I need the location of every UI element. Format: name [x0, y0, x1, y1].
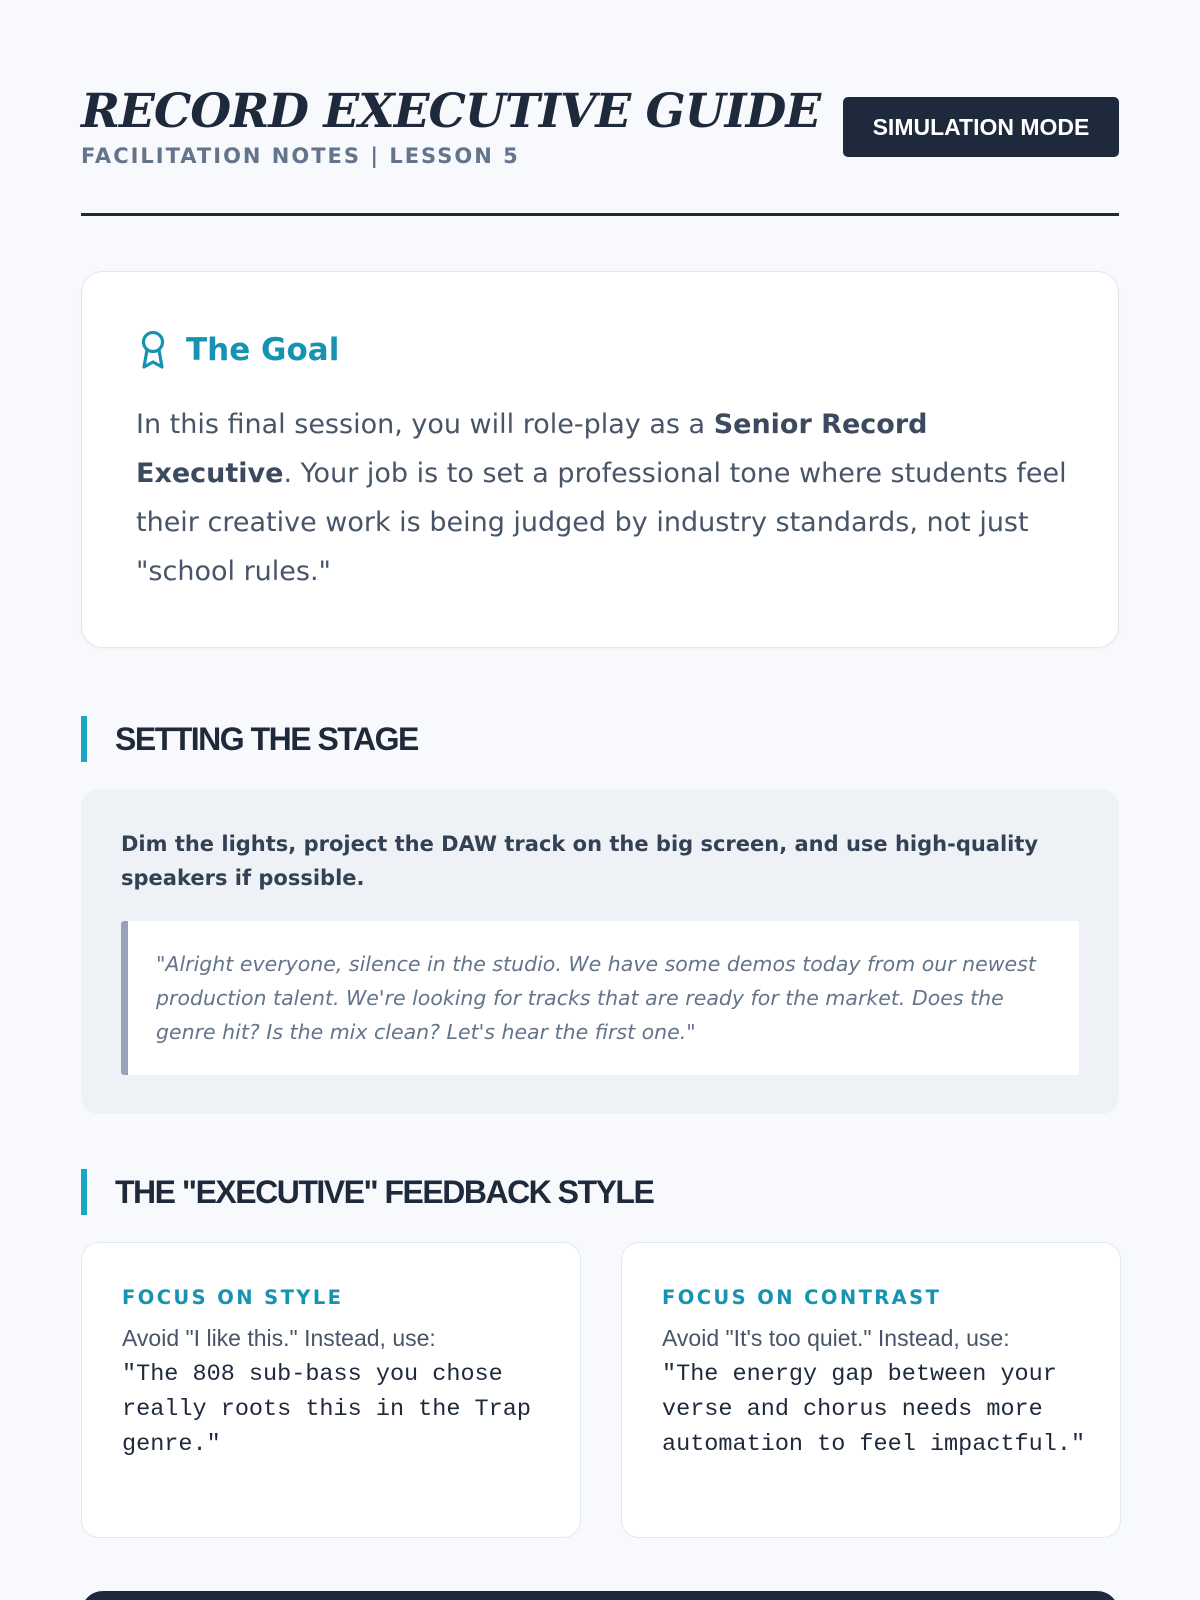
section-title: THE "EXECUTIVE" FEEDBACK STYLE: [115, 1173, 654, 1210]
page-title: RECORD EXECUTIVE GUIDE: [81, 84, 821, 139]
stage-instruction: Dim the lights, project the DAW track on the big screen, and use high-quality speakers if possible.: [121, 832, 1039, 890]
card-label: FOCUS ON STYLE: [122, 1286, 344, 1309]
award-ribbon-icon: [138, 330, 168, 370]
goal-title: The Goal: [186, 332, 340, 368]
goal-description: [136, 400, 1074, 596]
script-quote: "Alright everyone, silence in the studio. We have some demos today from our newest production talent. We're looking for tracks that are ready for the market. Does the genre hit? Is the mix clean? Let's hear the first one.": [121, 921, 1079, 1075]
card-label: FOCUS ON CONTRAST: [662, 1286, 942, 1309]
feedback-card-style: [81, 1242, 581, 1538]
goal-text-before: In this final session, you will role-play as a: [136, 409, 714, 440]
card-avoid-text: Avoid "I like this." Instead, use:: [122, 1325, 436, 1351]
heading-accent-bar: [81, 716, 87, 762]
card-avoid-text: Avoid "It's too quiet." Instead, use:: [662, 1325, 1010, 1351]
simulation-mode-button[interactable]: SIMULATION MODE: [843, 97, 1119, 157]
heading-accent-bar: [81, 1169, 87, 1215]
section-heading-setting-stage: [81, 716, 1119, 762]
section-heading-feedback-style: [81, 1169, 1119, 1215]
goal-role-highlight: Senior Record Executive: [136, 409, 928, 489]
goal-heading: [138, 330, 339, 370]
goal-card: [81, 271, 1119, 648]
bottom-panel: [81, 1591, 1119, 1600]
setting-stage-box: [81, 789, 1119, 1114]
page-subtitle: FACILITATION NOTES | LESSON 5: [81, 144, 520, 168]
card-example-phrase: "The 808 sub-bass you chose really roots this in the Trap genre.": [122, 1361, 531, 1458]
feedback-card-contrast: [621, 1242, 1121, 1538]
goal-text-after: . Your job is to set a professional tone where students feel their creative work is being judged by industry standards, not just "school rules.": [136, 458, 1067, 587]
section-title: SETTING THE STAGE: [115, 720, 418, 757]
page-header: [81, 80, 1119, 216]
card-example-phrase: "The energy gap between your verse and chorus needs more automation to feel impactful.": [662, 1361, 1086, 1458]
